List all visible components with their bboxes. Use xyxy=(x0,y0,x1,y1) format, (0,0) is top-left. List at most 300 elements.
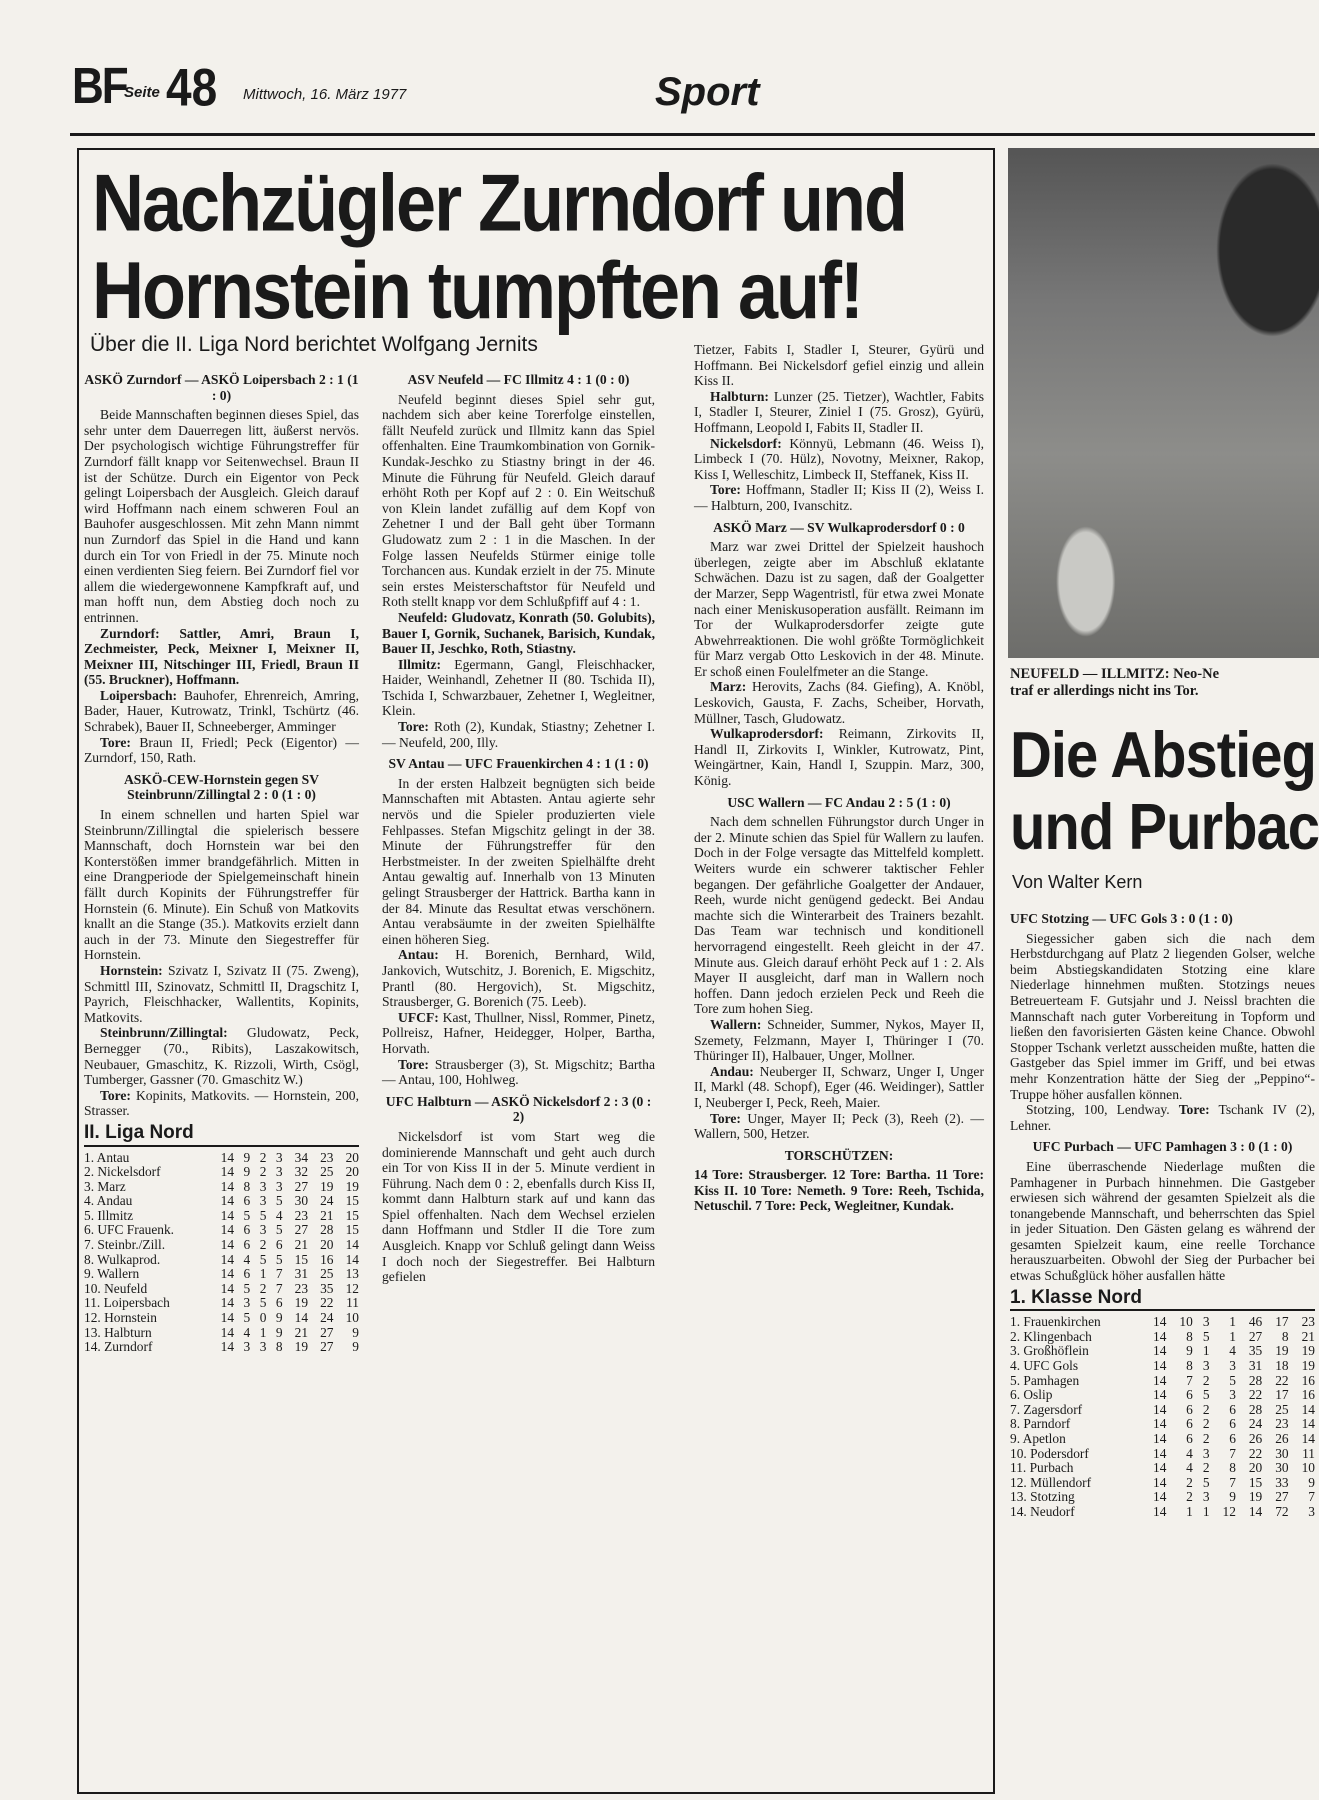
table-cell: 14 xyxy=(220,1266,235,1282)
table-cell: 1 xyxy=(1202,1343,1210,1359)
scorers-list xyxy=(694,1167,984,1214)
match-title: ASV Neufeld — FC Illmitz 4 : 1 (0 : 0) xyxy=(407,372,630,387)
table-row xyxy=(1010,1432,1315,1447)
standings-table xyxy=(84,1151,359,1355)
lineup-label: Andau: xyxy=(710,1063,754,1079)
table-cell: 14 xyxy=(220,1251,235,1267)
table-cell: 28 xyxy=(320,1222,334,1238)
team-name: 12. Hornstein xyxy=(84,1310,157,1326)
goals-line xyxy=(694,1111,984,1142)
table-cell: 24 xyxy=(1248,1416,1263,1432)
table-cell: 15 xyxy=(294,1251,309,1267)
lineup-label: Nickelsdorf: xyxy=(710,435,782,451)
table-cell: 20 xyxy=(345,1149,359,1165)
table-cell: 5 xyxy=(1202,1328,1210,1344)
lineup-players: Lunzer (25. Tietzer), Wachtler, Fabits I, Stadler I, Steurer, Ziniel I (75. Grosz), Gyürü, Hoffmann, Leopold I, Fabits II, Stadler II. xyxy=(694,388,984,435)
table-cell: 46 xyxy=(1248,1314,1263,1330)
table-cell: 12 xyxy=(1222,1503,1236,1519)
table-row xyxy=(1010,1505,1315,1520)
table-cell: 1 xyxy=(1202,1503,1210,1519)
table-cell: 27 xyxy=(294,1178,309,1194)
table-cell: 15 xyxy=(345,1222,359,1238)
table-cell: 11 xyxy=(1302,1445,1315,1461)
team-name: 2. Klingenbach xyxy=(1010,1328,1092,1344)
table-cell: 5 xyxy=(275,1222,283,1238)
table-cell: 8 xyxy=(1229,1460,1236,1476)
table-cell: 8 xyxy=(1186,1358,1193,1374)
table-cell: 23 xyxy=(1301,1314,1315,1330)
lineup-label: Neufeld: xyxy=(398,609,448,625)
table-cell: 3 xyxy=(1308,1503,1315,1519)
table-cell: 6 xyxy=(1186,1387,1193,1403)
table-cell: 28 xyxy=(1248,1372,1263,1388)
table-row xyxy=(84,1296,359,1311)
table-cell: 2 xyxy=(259,1149,267,1165)
match-title: SV Antau — UFC Frauenkirchen 4 : 1 (1 : 0) xyxy=(388,756,649,772)
goals-label: Tore: xyxy=(710,482,741,498)
table-cell: 32 xyxy=(294,1164,309,1180)
table-cell: 3 xyxy=(243,1339,251,1355)
table-cell: 25 xyxy=(1275,1401,1289,1417)
table-cell: 6 xyxy=(275,1295,283,1311)
table-cell: 3 xyxy=(1229,1358,1236,1374)
match-info: Stotzing, 100, Lendway. xyxy=(1026,1102,1170,1118)
match-report: Nach dem schnellen Führungstor durch Unger in der 2. Minute schien das Spiel für Wallern zu laufen. Doch in der Folge versagte das Mittelfeld komplett. Weiters wurde ein schwerer taktischer Fehler begangen. Der gefährliche Goalgetter der Andauer, Reeh, wurde nicht genügend gedeckt. Bei Andau machte sich die Winterarbeit des Trainers bezahlt. Das Team war technisch und konditionell hervorragend eingestellt. Reeh gleicht in der 47. Minute aus. Gleich darauf erhöht Peck auf 1 : 2. Als Mayer II ausgleicht, darf man in Wallern noch hoffen. Dann jedoch erzielen Peck und Reeh die Tore zum hohen Sieg. xyxy=(694,814,984,1017)
team-name: 6. Oslip xyxy=(1010,1387,1053,1403)
match-report-continued: Tietzer, Fabits I, Stadler I, Steurer, Gyürü und Hoffmann. Bei Nickelsdorf gefiel einzig und allein Kiss II. xyxy=(694,342,984,389)
table-cell: 14 xyxy=(220,1280,235,1296)
table-row xyxy=(84,1209,359,1224)
article-border-bottom xyxy=(77,1792,995,1794)
lineup xyxy=(694,726,984,788)
table-cell: 3 xyxy=(1202,1358,1210,1374)
table-cell: 9 xyxy=(275,1310,283,1326)
table-cell: 1 xyxy=(1229,1328,1236,1344)
team-name: 2. Nickelsdorf xyxy=(84,1164,161,1180)
table-cell: 1 xyxy=(259,1266,267,1282)
lineup xyxy=(84,626,359,688)
table-cell: 35 xyxy=(320,1280,334,1296)
table-cell: 0 xyxy=(259,1310,267,1326)
table-cell: 19 xyxy=(294,1295,309,1311)
table-cell: 14 xyxy=(220,1149,235,1165)
table-cell: 1 xyxy=(259,1324,267,1340)
table-cell: 30 xyxy=(1275,1445,1289,1461)
table-cell: 6 xyxy=(1186,1401,1193,1417)
table-cell: 16 xyxy=(1301,1387,1315,1403)
table-cell: 4 xyxy=(1229,1343,1236,1359)
table-cell: 23 xyxy=(294,1207,309,1223)
table-cell: 3 xyxy=(275,1149,283,1165)
table-cell: 14 xyxy=(1301,1416,1315,1432)
table-cell: 30 xyxy=(294,1193,309,1209)
table-cell: 27 xyxy=(1275,1489,1289,1505)
team-name: 12. Müllendorf xyxy=(1010,1474,1092,1490)
match-title: ASKÖ Marz — SV Wulkaprodersdorf 0 : 0 xyxy=(713,519,965,535)
article-byline: Über die II. Liga Nord berichtet Wolfgang Jernits xyxy=(90,333,538,356)
goals-text: Strausberger (3), St. Migschitz; Bartha — Antau, 100, Hohlweg. xyxy=(382,1056,655,1088)
scorers-text: 14 Tore: Strausberger. 12 Tore: Bartha. 11 Tore: Kiss II. 10 Tore: Nemeth. 9 Tore: Reeh, Tschida, Netuschil. 7 Tore: Peck, Wegleitner, Kundak. xyxy=(694,1167,984,1214)
table-cell: 9 xyxy=(275,1324,283,1340)
lineup-label: Wallern: xyxy=(710,1016,762,1032)
table-cell: 3 xyxy=(259,1339,267,1355)
table-row xyxy=(1010,1447,1315,1462)
table-cell: 14 xyxy=(1301,1401,1315,1417)
match-report: Marz war zwei Drittel der Spielzeit haushoch überlegen, zeigte aber im Abschluß eklatante Schwächen. Dazu ist zu sagen, daß der Goalgetter der Marzer, Sepp Wagentristl, für etwa zwei Monate nach einer Meniskusoperation ausfällt. Reimann im Tor der Wulkaprodersdorfer zeigte gute Abwehrreaktionen. Die wohl größte Tormöglichkeit für Marz vergab Otto Leskovich in der 48. Minute. Er schoß einen Foulelfmeter an die Stange. xyxy=(694,539,984,679)
table-cell: 8 xyxy=(243,1178,251,1194)
lineup xyxy=(694,389,984,436)
standings-title: 1. Klasse Nord xyxy=(1010,1290,1315,1312)
table-cell: 25 xyxy=(320,1164,334,1180)
goals-label: Tore: xyxy=(1178,1102,1210,1118)
table-cell: 14 xyxy=(220,1237,235,1253)
team-name: 8. Parndorf xyxy=(1010,1416,1071,1432)
team-name: 9. Apetlon xyxy=(1010,1431,1066,1446)
table-cell: 14 xyxy=(1153,1445,1167,1461)
lineup-label: Loipersbach: xyxy=(100,687,178,703)
table-cell: 6 xyxy=(243,1193,251,1209)
headline-line-1: Nachzügler Zurndorf und xyxy=(92,158,906,249)
table-cell: 19 xyxy=(345,1178,359,1194)
lineup xyxy=(382,1010,655,1057)
table-cell: 7 xyxy=(1229,1474,1236,1490)
table-row xyxy=(1010,1490,1315,1505)
team-name: 1. Antau xyxy=(84,1149,130,1165)
team-name: 3. Marz xyxy=(84,1178,126,1194)
table-row xyxy=(1010,1388,1315,1403)
table-cell: 17 xyxy=(1275,1387,1289,1403)
table-cell: 72 xyxy=(1275,1503,1289,1519)
table-cell: 30 xyxy=(1275,1460,1289,1476)
table-row xyxy=(1010,1403,1315,1418)
table-cell: 15 xyxy=(1248,1474,1263,1490)
sidebar-headline-line-2: und Purbac xyxy=(1010,790,1319,864)
table-cell: 35 xyxy=(1248,1343,1263,1359)
team-name: 5. Pamhagen xyxy=(1010,1372,1080,1388)
team-name: 5. Illmitz xyxy=(84,1207,134,1223)
team-name: 4. Andau xyxy=(84,1193,133,1209)
table-cell: 14 xyxy=(1153,1503,1167,1519)
table-cell: 16 xyxy=(320,1251,334,1267)
table-cell: 2 xyxy=(259,1237,267,1253)
table-cell: 14 xyxy=(345,1237,359,1253)
match-report: In einem schnellen und harten Spiel war Steinbrunn/Zillingtal die spielerisch bessere Mannschaft, doch Hornstein war bei den Konterstößen immer brandgefährlich. Mitten in eine Drangperiode der Spielgemeinschaft hinein fällt durch Kopinits der Führungstreffer für Hornstein (6. Minute). Ein Schuß von Matkovits knallt an die Stange (35.). Matkovits erzielt dann auch in der 73. Minute den Siegestreffer für Hornstein. xyxy=(84,807,359,963)
table-row xyxy=(1010,1374,1315,1389)
table-cell: 14 xyxy=(1153,1416,1167,1432)
lineup-label: Hornstein: xyxy=(100,962,163,978)
masthead-seite: Seite xyxy=(124,84,160,101)
table-cell: 13 xyxy=(345,1266,359,1282)
table-cell: 19 xyxy=(1301,1358,1315,1374)
table-cell: 17 xyxy=(1275,1314,1289,1330)
team-name: 11. Loipersbach xyxy=(84,1295,170,1311)
table-cell: 21 xyxy=(320,1207,334,1223)
table-cell: 3 xyxy=(259,1193,267,1209)
table-cell: 28 xyxy=(1248,1401,1263,1417)
lineup xyxy=(694,436,984,483)
table-cell: 9 xyxy=(243,1149,251,1165)
goals-line xyxy=(382,1057,655,1088)
lineup xyxy=(382,610,655,657)
table-cell: 10 xyxy=(1301,1460,1315,1476)
table-cell: 2 xyxy=(1202,1416,1210,1432)
goals-text: Braun II, Friedl; Peck (Eigentor) — Zurndorf, 150, Rath. xyxy=(84,734,359,766)
table-row xyxy=(1010,1330,1315,1345)
photo-caption xyxy=(1010,666,1319,700)
table-row xyxy=(1010,1344,1315,1359)
match-report: Eine überraschende Niederlage mußten die Pamhagener in Purbach hinnehmen. Die Gastgeber erwiesen sich während der gesamten Spielzeit als die tonangebende Mannschaft, und beherrschten das Spiel in jeder Situation. Den Gästen gelang es während der gesamten Spielzeit kaum, eine reelle Torchance herauszuarbeiten. Obwohl der Sieg der Purbacher bei etwas Schußglück höher ausfallen hätte xyxy=(1010,1158,1315,1284)
table-cell: 6 xyxy=(1229,1431,1236,1446)
lineup-players: Schneider, Summer, Nykos, Mayer II, Szemety, Felzmann, Mayer I, Thüringer I (70. Thüringer II), Halbauer, Unger, Mollner. xyxy=(694,1016,984,1064)
lineup xyxy=(694,1064,984,1111)
team-name: 1. Frauenkirchen xyxy=(1010,1314,1101,1330)
table-cell: 3 xyxy=(1229,1387,1236,1403)
table-cell: 2 xyxy=(259,1164,267,1180)
table-cell: 14 xyxy=(220,1339,235,1355)
lineup-players: Reimann, Zirkovits II, Handl II, Zirkovits I, Winkler, Kutrowatz, Pint, Weingärtner, Kain, Handl I, Szuppin. Marz, 300, König. xyxy=(694,726,984,789)
table-cell: 14 xyxy=(220,1222,235,1238)
lineup-players: Gludovatz, Konrath (50. Golubits), Bauer I, Gornik, Suchanek, Barisich, Kundak, Bauer II, Jeschko, Roth, Stiastny. xyxy=(382,609,655,657)
table-cell: 2 xyxy=(1202,1372,1210,1388)
table-cell: 19 xyxy=(320,1178,334,1194)
table-cell: 19 xyxy=(1275,1343,1289,1359)
table-cell: 5 xyxy=(259,1295,267,1311)
lineup-label: Antau: xyxy=(398,947,439,963)
table-cell: 9 xyxy=(1229,1489,1236,1505)
table-cell: 6 xyxy=(243,1237,251,1253)
table-row xyxy=(84,1151,359,1166)
article-border-right xyxy=(993,148,995,1794)
table-cell: 26 xyxy=(1275,1431,1289,1446)
team-name: 3. Großhöflein xyxy=(1010,1343,1089,1359)
goals-text: Unger, Mayer II; Peck (3), Reeh (2). — Wallern, 500, Hetzer. xyxy=(694,1110,984,1142)
header-rule xyxy=(70,133,1315,136)
table-cell: 20 xyxy=(320,1237,334,1253)
table-row xyxy=(84,1165,359,1180)
table-cell: 19 xyxy=(294,1339,309,1355)
table-row xyxy=(84,1194,359,1209)
goals-line xyxy=(382,719,655,750)
lineup-label: Zurndorf: xyxy=(100,625,160,641)
table-cell: 26 xyxy=(1248,1431,1263,1446)
table-cell: 14 xyxy=(1153,1328,1167,1344)
goals-line xyxy=(84,1088,359,1119)
sidebar-byline: Von Walter Kern xyxy=(1012,872,1143,892)
goals-line xyxy=(84,735,359,766)
table-cell: 3 xyxy=(275,1164,283,1180)
table-cell: 14 xyxy=(1153,1474,1167,1490)
standings-table xyxy=(1010,1315,1315,1519)
goals-line xyxy=(1010,1102,1315,1133)
sidebar-column xyxy=(1010,905,1315,1520)
issue-date: Mittwoch, 16. März 1977 xyxy=(243,86,407,103)
table-cell: 6 xyxy=(1186,1416,1193,1432)
article-column-2 xyxy=(382,366,655,1285)
table-cell: 3 xyxy=(1202,1445,1210,1461)
table-cell: 9 xyxy=(352,1339,359,1355)
table-cell: 25 xyxy=(320,1266,334,1282)
table-row xyxy=(84,1311,359,1326)
table-cell: 5 xyxy=(243,1280,251,1296)
table-cell: 4 xyxy=(1186,1460,1193,1476)
table-cell: 22 xyxy=(1275,1372,1289,1388)
table-cell: 31 xyxy=(294,1266,309,1282)
table-cell: 14 xyxy=(220,1164,235,1180)
team-name: 14. Neudorf xyxy=(1010,1503,1075,1519)
lineup-players: Szivatz I, Szivatz II (75. Zweng), Schmittl III, Szinovatz, Schmittl II, Dragschitz I, Payrich, Fleischhacker, Wallentits, Kopinits, Matkovits. xyxy=(84,962,359,1025)
table-cell: 3 xyxy=(259,1178,267,1194)
table-cell: 9 xyxy=(352,1324,359,1340)
lineup-players: H. Borenich, Bernhard, Wild, Jankovich, Wutschitz, J. Borenich, E. Migschitz, Prantl (80. Hergovich), St. Migschitz, Strausberger, G. Borenich (75. Leeb). xyxy=(382,947,655,1010)
table-cell: 33 xyxy=(1275,1474,1289,1490)
goals-label: Tore: xyxy=(100,734,131,750)
table-cell: 6 xyxy=(1229,1401,1236,1417)
team-name: 8. Wulkaprod. xyxy=(84,1251,161,1267)
photo-caption-line-1: NEUFELD — ILLMITZ: Neo-Ne xyxy=(1010,666,1220,682)
table-cell: 22 xyxy=(1248,1445,1263,1461)
table-cell: 8 xyxy=(1281,1328,1289,1344)
table-cell: 14 xyxy=(1153,1387,1167,1403)
table-cell: 24 xyxy=(320,1193,334,1209)
match-title: UFC Purbach — UFC Pamhagen 3 : 0 (1 : 0) xyxy=(1032,1139,1293,1155)
lineup xyxy=(84,688,359,735)
table-row xyxy=(1010,1359,1315,1374)
table-cell: 10 xyxy=(1179,1314,1193,1330)
lineup xyxy=(382,657,655,719)
table-cell: 5 xyxy=(259,1251,267,1267)
match-report: Neufeld beginnt dieses Spiel sehr gut, nachdem sich aber keine Torerfolge einstellen, fällt Neufeld zurück und Illmitz kann das Spiel offenhalten. Eine Traumkombination von Gornik-Kundak-Jeschko zu Stiastny bringt in der 46. Minute die Führung für Neufeld. Gleich darauf erhöht Roth per Kopf auf 2 : 0. Ein Weitschuß von Klein landet zufällig auf dem Kopf von Zehetner I und der Ball geht über Tormann Gludowatz zum 2 : 1 in die Maschen. In der Folge lassen Neufelds Stürmer einige tolle Torchancen aus. Kundak erzielt in der 75. Minute sein erstes Meisterschaftstor für Neufeld und Roth stellt knapp vor dem Schlußpfiff auf 4 : 1. xyxy=(382,391,655,610)
team-name: 7. Steinbr./Zill. xyxy=(84,1237,166,1253)
match-photo xyxy=(1008,148,1319,658)
table-cell: 8 xyxy=(275,1339,283,1355)
table-cell: 14 xyxy=(1153,1358,1167,1374)
lineup-label: UFCF: xyxy=(398,1009,439,1025)
lineup-players: Bauhofer, Ehrenreich, Amring, Bader, Hauer, Kutrowatz, Trinkl, Tschürtz (46. Schrabek), Bauer II, Schneeberger, Amminger xyxy=(84,687,359,735)
goals-text: Hoffmann, Stadler II; Kiss II (2), Weiss I. — Halbturn, 200, Ivanschitz. xyxy=(694,482,984,513)
headline-line-2: Hornstein tumpften auf! xyxy=(92,246,862,336)
goals-label: Tore: xyxy=(398,719,429,735)
table-cell: 11 xyxy=(346,1295,359,1311)
table-cell: 12 xyxy=(345,1280,359,1296)
table-row xyxy=(84,1238,359,1253)
table-cell: 14 xyxy=(1153,1314,1167,1330)
team-name: 10. Podersdorf xyxy=(1010,1445,1089,1461)
table-cell: 7 xyxy=(1229,1445,1236,1461)
table-cell: 21 xyxy=(1301,1328,1315,1344)
table-cell: 22 xyxy=(320,1295,334,1311)
table-cell: 7 xyxy=(275,1266,283,1282)
table-cell: 14 xyxy=(220,1193,235,1209)
table-cell: 7 xyxy=(1186,1372,1193,1388)
table-cell: 4 xyxy=(243,1251,251,1267)
article-column-1 xyxy=(84,366,359,1355)
table-cell: 14 xyxy=(220,1310,235,1326)
table-cell: 5 xyxy=(275,1193,283,1209)
table-cell: 7 xyxy=(1308,1489,1315,1505)
table-cell: 15 xyxy=(345,1193,359,1209)
match-title: USC Wallern — FC Andau 2 : 5 (1 : 0) xyxy=(727,794,951,810)
table-cell: 20 xyxy=(345,1164,359,1180)
lineup-label: Halbturn: xyxy=(710,388,769,404)
match-title: ASKÖ Zurndorf — ASKÖ Loipersbach 2 : 1 (1 : 0) xyxy=(84,372,359,403)
table-cell: 14 xyxy=(220,1178,235,1194)
page-number: 48 xyxy=(166,57,218,117)
lineup xyxy=(382,947,655,1009)
table-cell: 2 xyxy=(1186,1474,1193,1490)
table-cell: 5 xyxy=(1202,1474,1210,1490)
table-row xyxy=(84,1282,359,1297)
team-name: 13. Stotzing xyxy=(1010,1489,1075,1505)
team-name: 11. Purbach xyxy=(1010,1460,1074,1476)
lineup-players: Herovits, Zachs (84. Giefing), A. Knöbl, Leskovich, Gausta, F. Zachs, Scheiber, Horvath, Müllner, Tasch, Gludowatz. xyxy=(694,679,984,726)
table-cell: 24 xyxy=(320,1310,334,1326)
sidebar-headline-line-1: Die Abstieg xyxy=(1010,718,1316,792)
match-report: Nickelsdorf ist vom Start weg die dominierende Mannschaft und geht auch durch ein Tor von Kiss II in der 5. Minute verdient in Führung. Nach dem 0 : 2, ebenfalls durch Kiss II, kommt dann Halbturn stark auf und kann das Spiel offenhalten. Nach dem Wechsel erzielen dann Hoffmann und Stdler II die Tore zum Ausgleich. Knapp vor Schluß gelingt dann Weiss I doch noch der Siegestreffer. Bei Halbturn gefielen xyxy=(382,1128,655,1285)
table-row xyxy=(1010,1417,1315,1432)
table-cell: 6 xyxy=(1186,1431,1193,1446)
lineup xyxy=(694,1017,984,1064)
table-cell: 5 xyxy=(259,1207,267,1223)
table-cell: 23 xyxy=(1275,1416,1289,1432)
table-cell: 5 xyxy=(275,1251,283,1267)
goals-label: Tore: xyxy=(398,1056,429,1072)
table-cell: 20 xyxy=(1248,1460,1263,1476)
standings-title: II. Liga Nord xyxy=(84,1125,359,1147)
table-cell: 14 xyxy=(220,1295,235,1311)
lineup xyxy=(84,1025,359,1087)
table-cell: 3 xyxy=(243,1295,251,1311)
table-cell: 21 xyxy=(294,1237,309,1253)
table-cell: 27 xyxy=(294,1222,309,1238)
table-cell: 14 xyxy=(294,1310,309,1326)
table-cell: 9 xyxy=(1308,1474,1315,1490)
table-cell: 5 xyxy=(1229,1372,1236,1388)
goals-text: Kopinits, Matkovits. — Hornstein, 200, Strasser. xyxy=(84,1087,359,1119)
table-row xyxy=(1010,1476,1315,1491)
table-cell: 27 xyxy=(320,1324,334,1340)
match-report: Beide Mannschaften beginnen dieses Spiel, das sehr unter dem Dauerregen litt, äußerst nervös. Der psychologisch wichtige Führungstreffer für Zurndorf fällt knapp vor Seitenwechsel. Braun II ist der Schütze. Durch ein Eigentor von Peck gelingt Loipersbach der Ausgleich. Gleich darauf wird Hoffmann nach einem schweren Foul an Bauhofer ausgeschlossen. Mit zehn Mann nimmt nun Zurndorf das Spiel in die Hand und kann durch ein Tor von Friedl in der 75. Minute noch einen verdienten Sieg feiern. Bei Zurndorf fiel vor allem die wiedergewonnene Kampfkraft auf, und man hofft nun, dem Abstieg doch noch zu entrinnen. xyxy=(84,407,359,625)
table-cell: 14 xyxy=(1153,1431,1167,1446)
table-cell: 5 xyxy=(243,1207,251,1223)
lineup xyxy=(694,679,984,726)
table-cell: 14 xyxy=(1153,1343,1167,1359)
lineup-players: Gludowatz, Peck, Bernegger (70., Ribits), Laszakowitsch, Neubauer, Gmaschitz, K. Rizzoli, Wirth, Csögl, Tumberger, Gassner (70. Gmaschitz W.) xyxy=(84,1025,359,1088)
team-name: 6. UFC Frauenk. xyxy=(84,1222,175,1238)
table-cell: 19 xyxy=(1248,1489,1263,1505)
table-cell: 21 xyxy=(294,1324,309,1340)
table-cell: 1 xyxy=(1186,1503,1193,1519)
table-cell: 14 xyxy=(1301,1431,1315,1446)
table-cell: 14 xyxy=(1153,1401,1167,1417)
team-name: 10. Neufeld xyxy=(84,1280,148,1296)
match-title: UFC Stotzing — UFC Gols 3 : 0 (1 : 0) xyxy=(1010,911,1233,926)
table-cell: 6 xyxy=(1229,1416,1236,1432)
table-cell: 31 xyxy=(1248,1358,1263,1374)
lineup-players: Egermann, Gangl, Fleischhacker, Haider, Weinhandl, Zehetner II (80. Tschida II), Tschida I, Schwarzbauer, Zehetner I, Wegleitner, Klein. xyxy=(382,656,655,719)
article-border-left xyxy=(77,148,79,1794)
table-cell: 4 xyxy=(1186,1445,1193,1461)
table-cell: 14 xyxy=(1153,1489,1167,1505)
table-row xyxy=(84,1253,359,1268)
table-cell: 4 xyxy=(243,1324,251,1340)
table-cell: 22 xyxy=(1248,1387,1263,1403)
lineup-label: Steinbrunn/Zillingtal: xyxy=(100,1025,228,1041)
table-cell: 5 xyxy=(1202,1387,1210,1403)
table-cell: 6 xyxy=(243,1222,251,1238)
table-cell: 10 xyxy=(345,1310,359,1326)
table-cell: 7 xyxy=(275,1280,283,1296)
lineup xyxy=(84,963,359,1025)
